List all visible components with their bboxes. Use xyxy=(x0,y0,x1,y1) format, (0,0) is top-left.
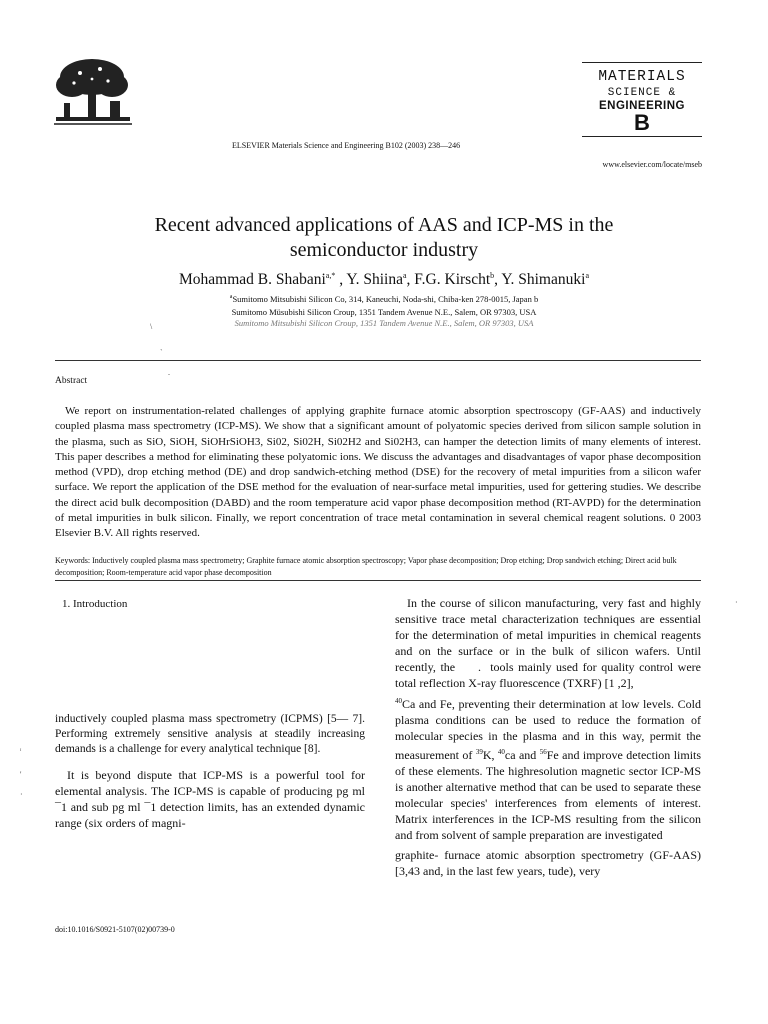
intro-left-paragraph-2: It is beyond dispute that ICP-MS is a powerful tool for elemental analysis. The ICP-MS is capable of producing pg ml ¯1 and sub pg ml ¯1 detection limits, has an extended dynamic range (six orders of magni- xyxy=(55,768,365,830)
doi: doi:10.1016/S0921-5107(02)00739-0 xyxy=(55,925,175,934)
speck: · xyxy=(20,790,23,799)
affiliation-2: Sumitomo Müsubishi Silicon Croup, 1351 Tandem Avenue N.E., Salem, OR 97303, USA xyxy=(231,307,537,317)
speck: ᶦ xyxy=(20,746,22,755)
intro-right-paragraph-1: In the course of silicon manufacturing, very fast and highly sensitive trace metal characterization techniques are essential for the determination of metal impurities in chemical reagents and on the surface or in the bulk of silicon wafers. Until recently, the . tools mainly used for quality control were total reflection X-ray fluorescence (TXRF) [1 ,2], xyxy=(395,596,701,690)
elsevier-tree-logo xyxy=(50,55,135,130)
brand-line-3: ENGINEERING xyxy=(598,100,685,112)
author-name: Y. Shiina xyxy=(346,271,403,289)
journal-url-link[interactable]: www.elsevier.com/locate/mseb xyxy=(602,160,702,169)
affiliation-1: $^a$Sumitomo Mitsubishi Silicon Co, 314, Kaneuchi, Noda-shi, Chiba-ken 278-0015, Japan b xyxy=(229,294,539,304)
speck: \ xyxy=(150,322,153,331)
article-title xyxy=(0,213,768,263)
speck: ' xyxy=(20,770,22,779)
title-line-2: semiconductor industry xyxy=(289,239,479,261)
brand-rule-bottom xyxy=(582,136,702,137)
speck: ` xyxy=(160,348,163,357)
keywords: Keywords: Inductively coupled plasma mass spectrometry; Graphite furnace atomic absorption spectroscopy; Vapor phase decomposition; Drop etching; Drop sandwich etching; Direct acid bulk decomposition; Room-temperature acid vapor phase decomposition xyxy=(55,556,677,577)
author-list: Mohammad B. Shabani$^{a,*}$ , Y. Shiina$^a$, F.G. Kirscht$^b$, Y. Shimanuki$^a$ xyxy=(178,271,589,289)
intro-right-paragraph-2: $^{40}$Ca and Fe, preventing their determination at low levels. Cold plasma conditions can be used to reduce the formation of molecular species in the plasma and in this way, permit the measurement of $^{39}$K, $^{40}$ca and $^{56}$Fe and improve detection limits of these elements. The highresolution magnetic sector ICP-MS is another alternative method that can be used to separate these molecular species' interferences from elements of interest. Matrix interferences in the ICP-MS resulting from the silicon and from solvent of sample preparation are investigated xyxy=(395,697,702,842)
abstract-heading: Abstract xyxy=(55,376,88,386)
journal-reference: ELSEVIER Materials Science and Engineering B102 (2003) 238—246 xyxy=(232,141,461,150)
author-affil-mark: a,* xyxy=(325,271,336,280)
header-divider xyxy=(55,360,701,361)
intro-right-paragraph-3: graphite- furnace atomic absorption spectrometry (GF-AAS) [3,43 and, in the last few years, tude), very xyxy=(395,848,701,878)
brand-rule xyxy=(582,62,702,63)
author-affil-mark: a xyxy=(402,271,407,280)
speck: · xyxy=(735,598,738,607)
abstract-divider xyxy=(55,580,701,581)
abstract-text: We report on instrumentation-related challenges of applying graphite furnace atomic absorption spectroscopy (GF-AAS) and inductively coupled plasma mass spectrometry (ICP-MS). We show that a significant amount of polyatomic species derived from silicon sample solution in the plasma, such as SiO, SiOH, SiOHrSiOH3, Si02, Si02H, Si02H2 and Si02H3, can hamper the detection limits of many elements of interest. This paper describes a method for eliminating these polyatomic ions. We discuss the advantages and disadvantages of vapor phase decomposition method (VPD), drop etching method (DE) and drop sandwich-etching method (DSE) for the recovery of metal impurities from a silicon wafer surface. We report the application of the DSE method for the evaluation of near-surface metal impurities, used for gettering studies. We describe the direct acid bulk decomposition (DABD) and the room temperature acid vapor phase decomposition method (RT-AVPD) for the determination of metal impurities in bulk silicon. Finally, we report concentration of trace metal contamination in several chemical reagent solutions. 0 2003 Elsevier B.V. All rights reserved. xyxy=(55,405,701,540)
intro-left-paragraph-1: inductively coupled plasma mass spectrometry (ICPMS) [5— 7]. Performing extremely sensitive analysis at steadily increasing demands is a challenge for every analytical technique [8]. xyxy=(55,713,365,755)
intro-right-column xyxy=(395,595,701,879)
speck: . xyxy=(168,368,170,377)
journal-brand xyxy=(582,62,702,137)
brand-line-4: B xyxy=(634,110,650,135)
author-name: Mohammad B. Shabani xyxy=(178,271,326,289)
title-line-1: Recent advanced applications of AAS and ICP-MS in the xyxy=(154,214,614,236)
brand-line-2: SCIENCE & xyxy=(607,87,677,99)
author-affil-mark: a xyxy=(585,271,589,280)
brand-line-1: MATERIALS xyxy=(598,69,686,85)
section-heading-introduction: 1. Introduction xyxy=(62,598,128,610)
author-affil-mark: b xyxy=(490,271,495,280)
author-name: Y. Shimanuki xyxy=(501,271,586,289)
affiliation-2-bleedthrough: Sumitomo Mitsubishi Silicon Croup, 1351 Tandem Avenue N.E., Salem, OR 97303, USA xyxy=(234,318,534,328)
author-name: F.G. Kirscht xyxy=(414,271,491,289)
